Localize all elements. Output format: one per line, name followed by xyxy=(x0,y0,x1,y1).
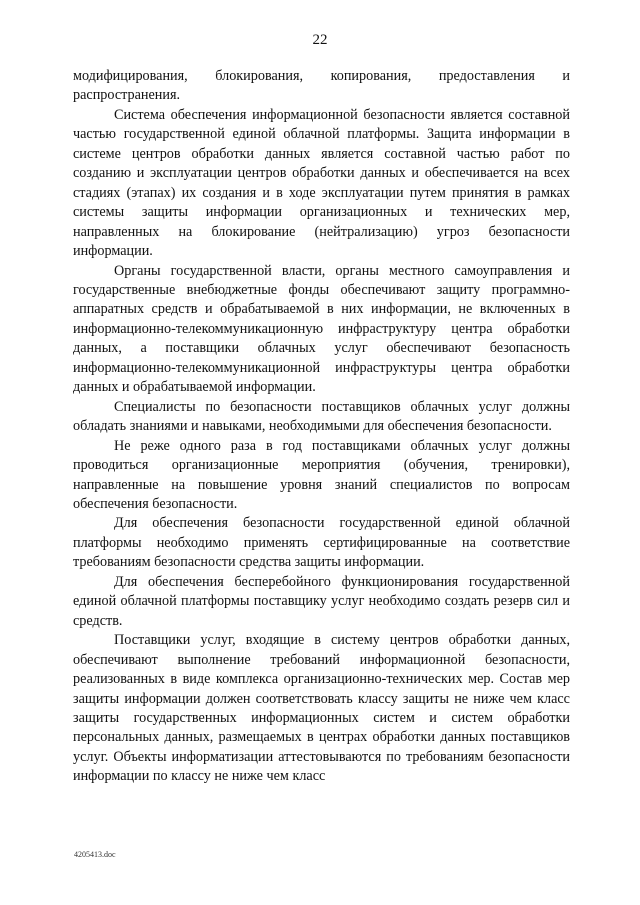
paragraph: Поставщики услуг, входящие в систему центров обработки данных, обеспечивают выполнение требований информационной безопасности, реализованных в виде комплекса организационно-технических мер. Состав мер защиты информации должен соответствовать классу защиты не ниже чем класс защиты государственных информационных систем и систем обработки персональных данных, размещаемых в центрах обработки данных поставщиков услуг. Объекты информатизации аттестовываются по требованиям безопасности информации по классу не ниже чем класс xyxy=(73,632,570,785)
paragraph: Органы государственной власти, органы местного самоуправления и государственные внебюджетные фонды обеспечивают защиту программно-аппаратных средств и обрабатываемой в них информации, не включенных в информационно-телекоммуникационную инфраструктуру центра обработки данных, а поставщики облачных услуг обеспечивают безопасность информационно-телекоммуникационной инфраструктуры центра обработки данных и обрабатываемой информации. xyxy=(73,262,570,396)
paragraph: модифицирования, блокирования, копирования, предоставления и распространения. xyxy=(73,68,570,104)
paragraph: Для обеспечения бесперебойного функционирования государственной единой облачной платформы поставщику услуг необходимо создать резерв сил и средств. xyxy=(73,573,570,629)
page-number: 22 xyxy=(312,32,328,48)
paragraph: Для обеспечения безопасности государственной единой облачной платформы необходимо применять сертифицированные на соответствие требованиям безопасности средства защиты информации. xyxy=(73,515,570,571)
footer-document-name: 4205413.doc xyxy=(74,850,116,859)
paragraph: Специалисты по безопасности поставщиков облачных услуг должны обладать знаниями и навыками, необходимыми для обеспечения безопасности. xyxy=(73,398,570,435)
body-text xyxy=(73,67,570,787)
paragraph: Система обеспечения информационной безопасности является составной частью государственной единой облачной платформы. Защита информации в системе центров обработки данных является составной частью работ по созданию и эксплуатации центров обработки данных и обеспечивается на всех стадиях (этапах) их создания и в ходе эксплуатации путем принятия в рамках системы защиты информации организационных и технических мер, направленных на блокирование (нейтрализацию) угроз безопасности информации. xyxy=(73,106,570,260)
paragraph: Не реже одного раза в год поставщиками облачных услуг должны проводиться организационные мероприятия (обучения, тренировки), направленные на повышение уровня знаний специалистов по вопросам обеспечения безопасности. xyxy=(73,437,570,512)
